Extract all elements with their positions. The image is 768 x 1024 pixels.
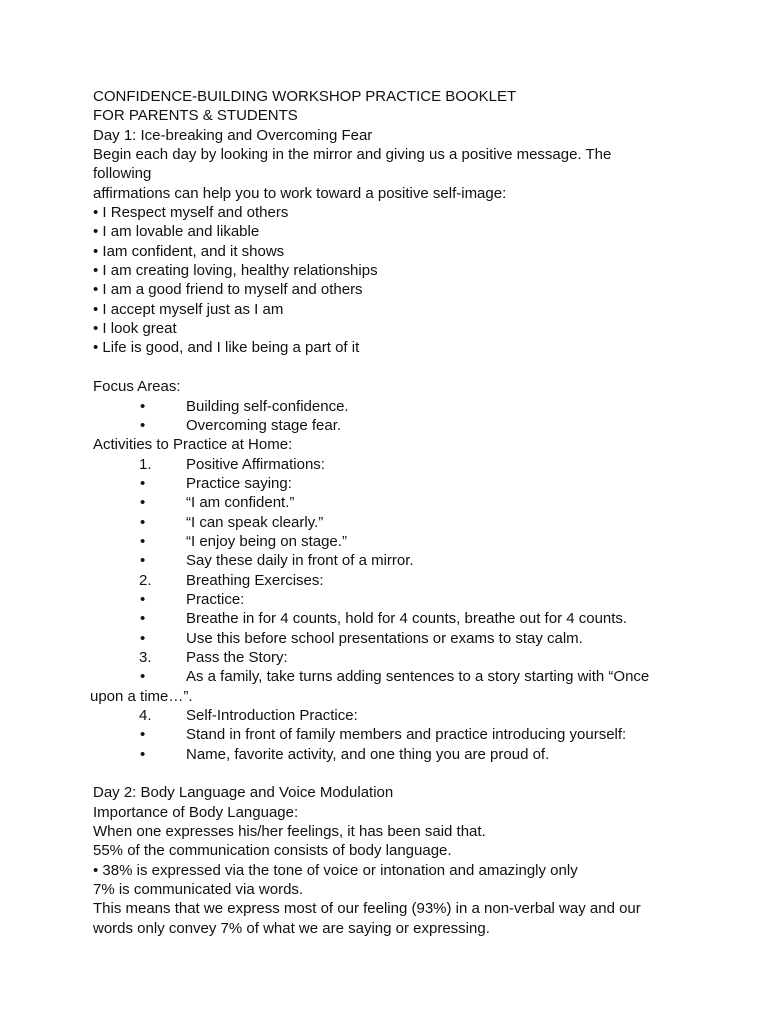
activity-text: “I enjoy being on stage.” bbox=[186, 532, 347, 550]
focus-item-text: Overcoming stage fear. bbox=[186, 416, 342, 434]
activity-text: Say these daily in front of a mirror. bbox=[186, 552, 414, 570]
affirmation-item: • I am lovable and likable bbox=[93, 223, 260, 241]
bullet-marker: • bbox=[140, 474, 146, 492]
activity-text: “I can speak clearly.” bbox=[186, 513, 324, 531]
activity-text: Breathe in for 4 counts, hold for 4 counts, breathe out for 4 counts. bbox=[186, 610, 628, 628]
day1-intro-line-2: following bbox=[93, 165, 152, 183]
affirmation-item: • I look great bbox=[93, 320, 177, 338]
bullet-marker: • bbox=[140, 532, 146, 550]
day2-text-line: words only convey 7% of what we are saying or expressing. bbox=[93, 919, 490, 937]
activity-item bbox=[93, 609, 693, 628]
bullet-marker: • bbox=[140, 552, 146, 570]
activities-heading: Activities to Practice at Home: bbox=[93, 436, 293, 454]
spacer bbox=[93, 764, 693, 783]
activity-text: “I am confident.” bbox=[186, 494, 295, 512]
day2-heading: Day 2: Body Language and Voice Modulation bbox=[93, 784, 394, 802]
day2-text-line: This means that we express most of our feeling (93%) in a non-verbal way and our bbox=[93, 900, 641, 918]
activity-text: Practice: bbox=[186, 590, 245, 608]
focus-item-text: Building self-confidence. bbox=[186, 397, 349, 415]
activity-item bbox=[93, 648, 693, 667]
activity-text: Stand in front of family members and practice introducing yourself: bbox=[186, 726, 627, 744]
activity-text: Breathing Exercises: bbox=[186, 571, 324, 589]
day1-intro-line-1: Begin each day by looking in the mirror and giving us a positive message. The bbox=[93, 146, 612, 164]
focus-item bbox=[93, 397, 693, 416]
day2-text-line: 7% is communicated via words. bbox=[93, 881, 304, 899]
activity-text: As a family, take turns adding sentences to a story starting with “Once bbox=[186, 668, 650, 686]
day2-text-line: 55% of the communication consists of body language. bbox=[93, 842, 452, 860]
day2-text-line: • 38% is expressed via the tone of voice or intonation and amazingly only bbox=[93, 861, 578, 879]
document-title-line-1: CONFIDENCE-BUILDING WORKSHOP PRACTICE BOOKLET bbox=[93, 88, 517, 105]
bullet-marker: • bbox=[140, 610, 146, 628]
affirmations-list bbox=[93, 203, 693, 358]
activity-item bbox=[93, 513, 693, 532]
activity-text: Positive Affirmations: bbox=[186, 455, 325, 473]
activity-item bbox=[93, 493, 693, 512]
bullet-marker: • bbox=[140, 629, 146, 647]
number-marker: 1. bbox=[139, 455, 152, 473]
activity-text-continuation: upon a time…”. bbox=[90, 687, 193, 705]
focus-item bbox=[93, 416, 693, 435]
activity-item bbox=[93, 706, 693, 725]
affirmation-item: • I Respect myself and others bbox=[93, 204, 289, 222]
day2-paragraph bbox=[93, 822, 693, 938]
activity-text: Name, favorite activity, and one thing you are proud of. bbox=[186, 745, 550, 763]
activity-item bbox=[93, 629, 693, 648]
activity-item bbox=[93, 667, 693, 686]
bullet-marker: • bbox=[140, 494, 146, 512]
affirmation-item: • Iam confident, and it shows bbox=[93, 242, 285, 260]
bullet-marker: • bbox=[140, 745, 146, 763]
affirmation-item: • I am creating loving, healthy relationships bbox=[93, 262, 378, 280]
bullet-marker: • bbox=[140, 397, 146, 415]
bullet-marker: • bbox=[140, 416, 146, 434]
document-title-line-2: FOR PARENTS & STUDENTS bbox=[93, 107, 298, 125]
number-marker: 4. bbox=[139, 707, 152, 724]
document-body bbox=[90, 87, 693, 938]
number-marker: 2. bbox=[139, 571, 152, 589]
focus-areas-heading: Focus Areas: bbox=[93, 378, 181, 396]
number-marker: 3. bbox=[139, 648, 152, 666]
activity-item bbox=[93, 571, 693, 590]
day1-heading: Day 1: Ice-breaking and Overcoming Fear bbox=[93, 126, 373, 144]
activity-item bbox=[93, 532, 693, 551]
day2-text-line: When one expresses his/her feelings, it has been said that. bbox=[93, 823, 486, 841]
activity-text: Use this before school presentations or exams to stay calm. bbox=[186, 629, 583, 647]
activity-text: Self-Introduction Practice: bbox=[186, 707, 358, 724]
day2-subheading: Importance of Body Language: bbox=[93, 803, 299, 821]
affirmation-item: • I accept myself just as I am bbox=[93, 300, 284, 318]
spacer bbox=[93, 358, 693, 377]
activity-item bbox=[93, 590, 693, 609]
affirmation-item: • Life is good, and I like being a part of it bbox=[93, 339, 360, 357]
bullet-marker: • bbox=[140, 590, 146, 608]
activity-item bbox=[93, 551, 693, 570]
activity-item bbox=[93, 455, 693, 474]
activities-list bbox=[90, 455, 693, 765]
bullet-marker: • bbox=[140, 513, 146, 531]
activity-text: Pass the Story: bbox=[186, 648, 288, 666]
activity-item bbox=[93, 745, 693, 764]
bullet-marker: • bbox=[140, 668, 146, 686]
affirmation-item: • I am a good friend to myself and others bbox=[93, 281, 363, 299]
activity-item bbox=[93, 725, 693, 744]
focus-areas-list bbox=[93, 397, 693, 436]
day1-intro-line-3: affirmations can help you to work toward a positive self-image: bbox=[93, 184, 507, 202]
bullet-marker: • bbox=[140, 726, 146, 744]
activity-item bbox=[93, 474, 693, 493]
activity-text: Practice saying: bbox=[186, 474, 292, 492]
